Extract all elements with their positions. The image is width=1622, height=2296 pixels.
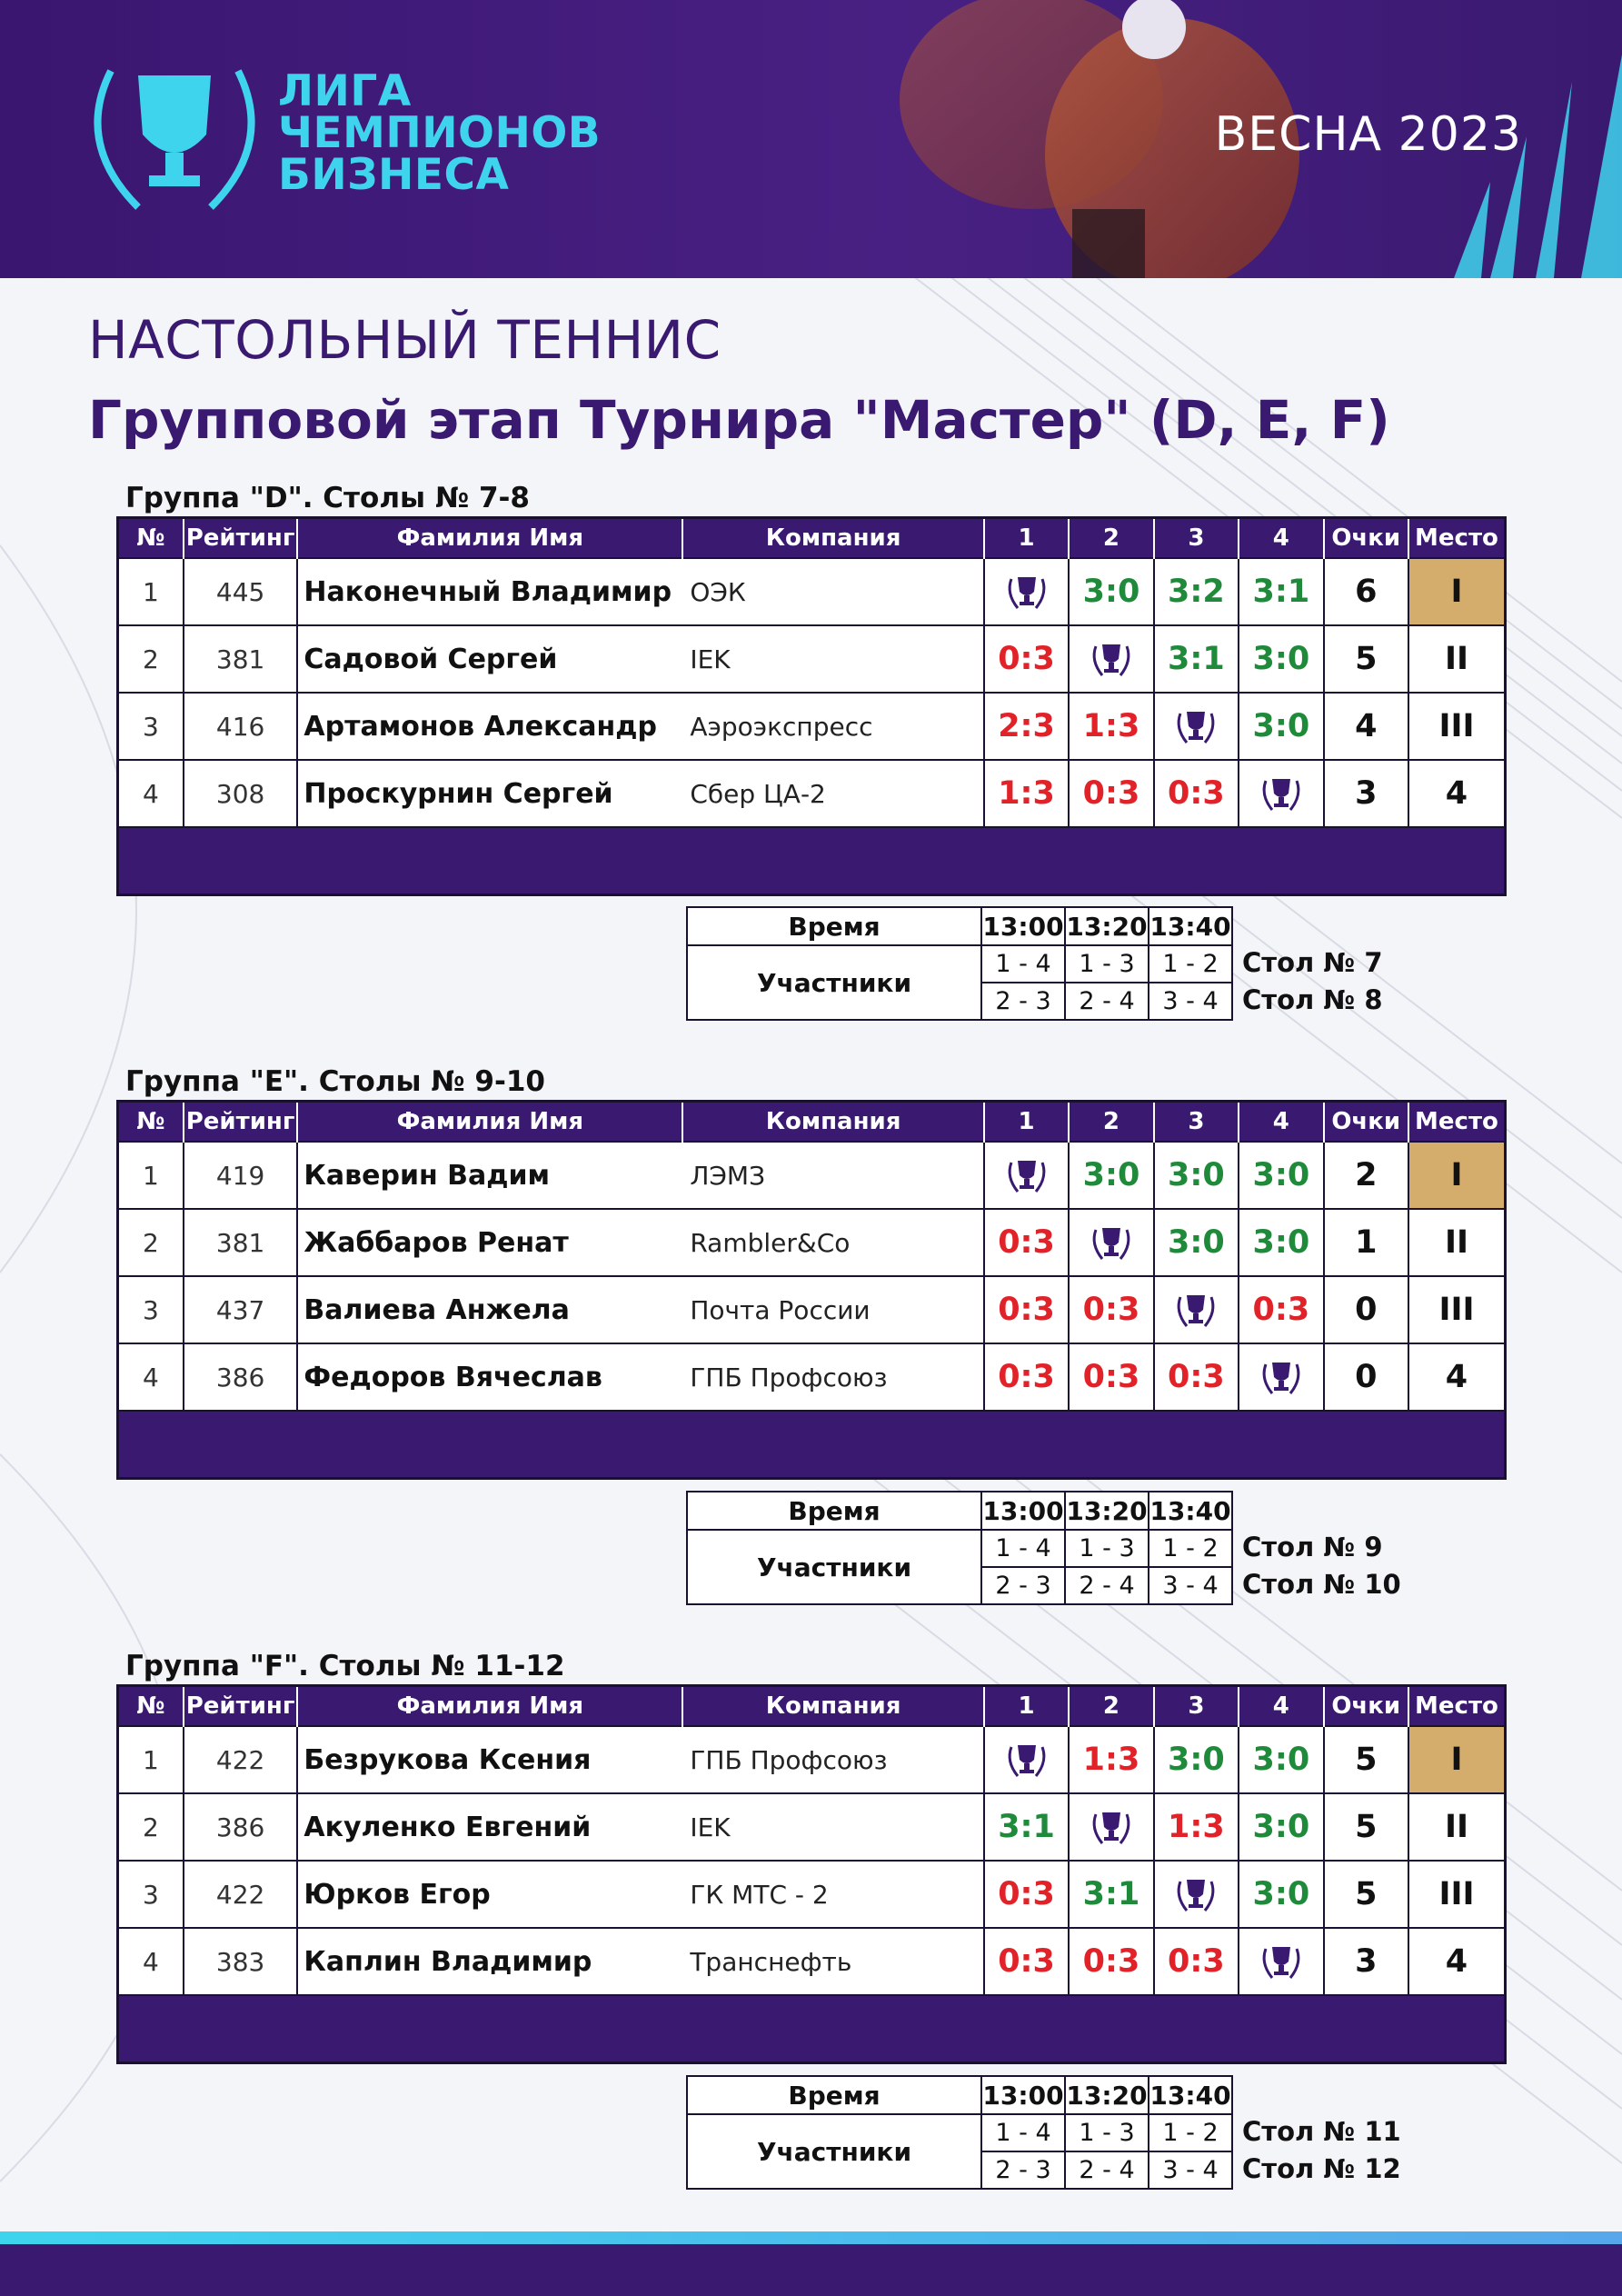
match-pair: 1 - 3 (1065, 945, 1149, 983)
match-score: 0:3 (984, 625, 1069, 693)
table-row (118, 1928, 1506, 1995)
match-score: 3:2 (1154, 558, 1239, 625)
group-title: Группа "D". Столы № 7-8 (125, 482, 530, 514)
column-header: Очки (1324, 1102, 1408, 1143)
table-header-row (118, 518, 1506, 559)
column-header: Компания (682, 518, 984, 559)
match-score: 0:3 (1069, 1343, 1153, 1411)
match-score (1239, 1928, 1323, 1995)
player-place: III (1408, 1861, 1506, 1928)
player-company: ЛЭМЗ (682, 1142, 984, 1209)
time-slot: 13:00 (981, 2076, 1065, 2114)
match-score (1239, 760, 1323, 827)
table-row (118, 693, 1506, 760)
player-company: Сбер ЦА-2 (682, 760, 984, 827)
table-number-label: Стол № 10 (1242, 1569, 1401, 1600)
player-place: III (1408, 693, 1506, 760)
player-number: 2 (118, 625, 184, 693)
player-rating: 416 (184, 693, 298, 760)
player-number: 3 (118, 1861, 184, 1928)
column-header: 1 (984, 1686, 1069, 1727)
column-header: 3 (1154, 1686, 1239, 1727)
column-header: 3 (1154, 1102, 1239, 1143)
schedule-time-row (687, 1492, 1232, 1530)
league-name-line3: БИЗНЕСА (278, 150, 510, 200)
player-number: 3 (118, 1276, 184, 1343)
match-pair: 3 - 4 (1149, 2151, 1232, 2189)
match-score: 1:3 (1154, 1793, 1239, 1861)
player-place: II (1408, 1209, 1506, 1276)
player-place: II (1408, 625, 1506, 693)
trophy-cup-icon (1088, 635, 1135, 683)
column-header: 4 (1239, 1102, 1323, 1143)
table-row (118, 1209, 1506, 1276)
match-score: 3:1 (1239, 558, 1323, 625)
player-points: 3 (1324, 760, 1408, 827)
column-header: 1 (984, 518, 1069, 559)
player-rating: 422 (184, 1861, 298, 1928)
player-company: ГПБ Профсоюз (682, 1726, 984, 1793)
time-slot: 13:40 (1149, 1492, 1232, 1530)
player-place: I (1408, 558, 1506, 625)
participants-label: Участники (687, 2114, 981, 2189)
table-number-label: Стол № 8 (1242, 984, 1383, 1015)
table-row (118, 760, 1506, 827)
time-slot: 13:20 (1065, 907, 1149, 945)
table-number-label: Стол № 9 (1242, 1532, 1383, 1562)
column-header: 2 (1069, 518, 1153, 559)
player-name: Садовой Сергей (297, 625, 682, 693)
match-score (984, 1142, 1069, 1209)
league-logo-icon (84, 53, 265, 225)
match-pair: 2 - 4 (1065, 2151, 1149, 2189)
player-place: I (1408, 1142, 1506, 1209)
column-header: 3 (1154, 518, 1239, 559)
player-points: 0 (1324, 1276, 1408, 1343)
trophy-cup-icon (1003, 568, 1050, 615)
table-row (118, 558, 1506, 625)
player-points: 1 (1324, 1209, 1408, 1276)
group-section (116, 1648, 1507, 2064)
table-number-label: Стол № 12 (1242, 2153, 1401, 2184)
table-footer-row (118, 1411, 1506, 1479)
player-rating: 381 (184, 625, 298, 693)
schedule-table (686, 1491, 1233, 1605)
column-header: Рейтинг (184, 518, 298, 559)
schedule-time-row (687, 907, 1232, 945)
table-header-row (118, 1102, 1506, 1143)
player-place: I (1408, 1726, 1506, 1793)
match-score: 3:0 (1069, 558, 1153, 625)
match-score: 3:0 (1154, 1726, 1239, 1793)
match-pair: 3 - 4 (1149, 1567, 1232, 1604)
time-slot: 13:00 (981, 1492, 1065, 1530)
trophy-cup-icon (1172, 703, 1219, 750)
column-header: Компания (682, 1686, 984, 1727)
match-pair: 2 - 3 (981, 2151, 1065, 2189)
table-row (118, 1793, 1506, 1861)
player-name: Безрукова Ксения (297, 1726, 682, 1793)
player-points: 0 (1324, 1343, 1408, 1411)
match-pair: 1 - 4 (981, 2114, 1065, 2151)
header-banner (0, 0, 1622, 278)
player-number: 1 (118, 558, 184, 625)
player-name: Наконечный Владимир (297, 558, 682, 625)
match-score: 3:0 (1239, 693, 1323, 760)
player-number: 4 (118, 760, 184, 827)
column-header: № (118, 518, 184, 559)
player-rating: 422 (184, 1726, 298, 1793)
match-score: 3:1 (1154, 625, 1239, 693)
match-score: 0:3 (984, 1861, 1069, 1928)
column-header: 4 (1239, 518, 1323, 559)
match-score: 3:1 (984, 1793, 1069, 1861)
match-pair: 2 - 3 (981, 983, 1065, 1020)
match-score (1154, 1276, 1239, 1343)
player-company: ГПБ Профсоюз (682, 1343, 984, 1411)
player-rating: 445 (184, 558, 298, 625)
player-company: Транснефть (682, 1928, 984, 1995)
match-schedule (686, 906, 1383, 1021)
match-score (1154, 1861, 1239, 1928)
match-score (1154, 693, 1239, 760)
column-header: Место (1408, 518, 1506, 559)
schedule-table (686, 906, 1233, 1021)
schedule-pairs-row (687, 1530, 1232, 1567)
match-score: 0:3 (1069, 1928, 1153, 1995)
player-points: 6 (1324, 558, 1408, 625)
match-schedule (686, 1491, 1401, 1605)
column-header: Фамилия Имя (297, 518, 682, 559)
league-name-line1: ЛИГА (278, 66, 412, 116)
column-header: 2 (1069, 1102, 1153, 1143)
group-results-table (116, 1100, 1507, 1480)
player-points: 5 (1324, 1726, 1408, 1793)
match-score: 2:3 (984, 693, 1069, 760)
match-score: 3:0 (1154, 1209, 1239, 1276)
player-company: IEK (682, 625, 984, 693)
player-name: Артамонов Александр (297, 693, 682, 760)
schedule-table (686, 2075, 1233, 2190)
player-name: Каверин Вадим (297, 1142, 682, 1209)
trophy-cup-icon (1003, 1736, 1050, 1783)
player-points: 3 (1324, 1928, 1408, 1995)
match-score: 1:3 (1069, 693, 1153, 760)
match-score: 1:3 (984, 760, 1069, 827)
match-pair: 1 - 3 (1065, 1530, 1149, 1567)
match-score: 3:0 (1154, 1142, 1239, 1209)
time-slot: 13:00 (981, 907, 1065, 945)
match-score (1069, 625, 1153, 693)
match-pair: 1 - 3 (1065, 2114, 1149, 2151)
sport-title: НАСТОЛЬНЫЙ ТЕННИС (88, 309, 721, 371)
time-slot: 13:40 (1149, 907, 1232, 945)
table-row (118, 1343, 1506, 1411)
match-pair: 1 - 4 (981, 945, 1065, 983)
column-header: № (118, 1686, 184, 1727)
match-pair: 1 - 2 (1149, 945, 1232, 983)
player-place: III (1408, 1276, 1506, 1343)
match-score (984, 558, 1069, 625)
footer-accent-line (0, 2231, 1622, 2244)
match-pair: 2 - 4 (1065, 983, 1149, 1020)
trophy-cup-icon (1172, 1286, 1219, 1333)
player-rating: 308 (184, 760, 298, 827)
group-section (116, 480, 1507, 896)
player-points: 5 (1324, 625, 1408, 693)
player-name: Жаббаров Ренат (297, 1209, 682, 1276)
match-score: 3:0 (1239, 1142, 1323, 1209)
player-points: 5 (1324, 1793, 1408, 1861)
participants-label: Участники (687, 1530, 981, 1604)
time-slot: 13:20 (1065, 1492, 1149, 1530)
match-score: 0:3 (1239, 1276, 1323, 1343)
match-score: 0:3 (984, 1209, 1069, 1276)
stage-title: Групповой этап Турнира "Мастер" (D, E, F) (88, 389, 1390, 451)
table-row (118, 1276, 1506, 1343)
column-header: Фамилия Имя (297, 1102, 682, 1143)
trophy-cup-icon (1088, 1803, 1135, 1851)
player-place: 4 (1408, 760, 1506, 827)
match-score: 0:3 (1069, 760, 1153, 827)
player-rating: 383 (184, 1928, 298, 1995)
table-number-label: Стол № 11 (1242, 2116, 1401, 2147)
column-header: Рейтинг (184, 1686, 298, 1727)
player-company: IEK (682, 1793, 984, 1861)
match-pair: 1 - 2 (1149, 1530, 1232, 1567)
player-rating: 381 (184, 1209, 298, 1276)
player-company: Rambler&Co (682, 1209, 984, 1276)
player-place: 4 (1408, 1928, 1506, 1995)
column-header: Очки (1324, 518, 1408, 559)
player-rating: 419 (184, 1142, 298, 1209)
match-score: 0:3 (984, 1343, 1069, 1411)
match-score: 0:3 (984, 1276, 1069, 1343)
player-name: Проскурнин Сергей (297, 760, 682, 827)
group-title: Группа "F". Столы № 11-12 (125, 1650, 565, 1682)
trophy-cup-icon (1258, 770, 1305, 817)
table-row (118, 1861, 1506, 1928)
column-header: № (118, 1102, 184, 1143)
player-name: Федоров Вячеслав (297, 1343, 682, 1411)
table-footer-row (118, 1995, 1506, 2063)
match-score: 0:3 (1154, 1928, 1239, 1995)
column-header: Очки (1324, 1686, 1408, 1727)
match-score: 0:3 (1069, 1276, 1153, 1343)
table-number-label: Стол № 7 (1242, 947, 1383, 978)
match-score: 3:0 (1239, 1726, 1323, 1793)
schedule-pairs-row (687, 945, 1232, 983)
column-header: Компания (682, 1102, 984, 1143)
column-header: 2 (1069, 1686, 1153, 1727)
trophy-cup-icon (1003, 1152, 1050, 1199)
player-rating: 437 (184, 1276, 298, 1343)
match-score: 0:3 (1154, 760, 1239, 827)
match-score: 3:0 (1239, 1793, 1323, 1861)
match-pair: 1 - 2 (1149, 2114, 1232, 2151)
match-schedule (686, 2075, 1401, 2190)
player-name: Каплин Владимир (297, 1928, 682, 1995)
time-label: Время (687, 1492, 981, 1530)
table-footer-row (118, 827, 1506, 895)
match-score (1239, 1343, 1323, 1411)
match-pair: 3 - 4 (1149, 983, 1232, 1020)
time-slot: 13:40 (1149, 2076, 1232, 2114)
player-number: 4 (118, 1343, 184, 1411)
match-pair: 1 - 4 (981, 1530, 1065, 1567)
match-score (984, 1726, 1069, 1793)
trophy-cup-icon (1088, 1219, 1135, 1266)
match-score (1069, 1793, 1153, 1861)
player-number: 1 (118, 1142, 184, 1209)
group-results-table (116, 1684, 1507, 2064)
column-header: 1 (984, 1102, 1069, 1143)
player-name: Акуленко Евгений (297, 1793, 682, 1861)
column-header: Место (1408, 1686, 1506, 1727)
player-place: 4 (1408, 1343, 1506, 1411)
time-label: Время (687, 2076, 981, 2114)
player-company: ОЭК (682, 558, 984, 625)
player-points: 2 (1324, 1142, 1408, 1209)
column-header: 4 (1239, 1686, 1323, 1727)
column-header: Рейтинг (184, 1102, 298, 1143)
column-header: Место (1408, 1102, 1506, 1143)
player-number: 3 (118, 693, 184, 760)
league-name-line2: ЧЕМПИОНОВ (278, 108, 602, 158)
player-company: Почта России (682, 1276, 984, 1343)
group-section (116, 1063, 1507, 1480)
schedule-time-row (687, 2076, 1232, 2114)
player-rating: 386 (184, 1793, 298, 1861)
match-score: 3:0 (1239, 1209, 1323, 1276)
player-number: 2 (118, 1793, 184, 1861)
match-score: 0:3 (984, 1928, 1069, 1995)
match-score: 3:1 (1069, 1861, 1153, 1928)
player-points: 4 (1324, 693, 1408, 760)
trophy-cup-icon (1258, 1353, 1305, 1401)
match-pair: 2 - 4 (1065, 1567, 1149, 1604)
player-place: II (1408, 1793, 1506, 1861)
match-pair: 2 - 3 (981, 1567, 1065, 1604)
column-header: Фамилия Имя (297, 1686, 682, 1727)
match-score: 1:3 (1069, 1726, 1153, 1793)
player-name: Юрков Егор (297, 1861, 682, 1928)
match-score: 0:3 (1154, 1343, 1239, 1411)
player-company: ГК МТС - 2 (682, 1861, 984, 1928)
match-score (1069, 1209, 1153, 1276)
trophy-cup-icon (1172, 1871, 1219, 1918)
match-score: 3:0 (1239, 1861, 1323, 1928)
table-row (118, 1726, 1506, 1793)
table-header-row (118, 1686, 1506, 1727)
match-score: 3:0 (1239, 625, 1323, 693)
table-row (118, 625, 1506, 693)
group-results-table (116, 516, 1507, 896)
time-slot: 13:20 (1065, 2076, 1149, 2114)
player-rating: 386 (184, 1343, 298, 1411)
season-label: ВЕСНА 2023 (1214, 107, 1522, 162)
schedule-pairs-row (687, 2114, 1232, 2151)
player-number: 4 (118, 1928, 184, 1995)
group-title: Группа "E". Столы № 9-10 (125, 1065, 545, 1098)
player-points: 5 (1324, 1861, 1408, 1928)
player-name: Валиева Анжела (297, 1276, 682, 1343)
table-row (118, 1142, 1506, 1209)
player-number: 1 (118, 1726, 184, 1793)
player-company: Аэроэкспресс (682, 693, 984, 760)
league-name (278, 66, 602, 200)
time-label: Время (687, 907, 981, 945)
trophy-cup-icon (1258, 1938, 1305, 1985)
match-score: 3:0 (1069, 1142, 1153, 1209)
participants-label: Участники (687, 945, 981, 1020)
player-number: 2 (118, 1209, 184, 1276)
